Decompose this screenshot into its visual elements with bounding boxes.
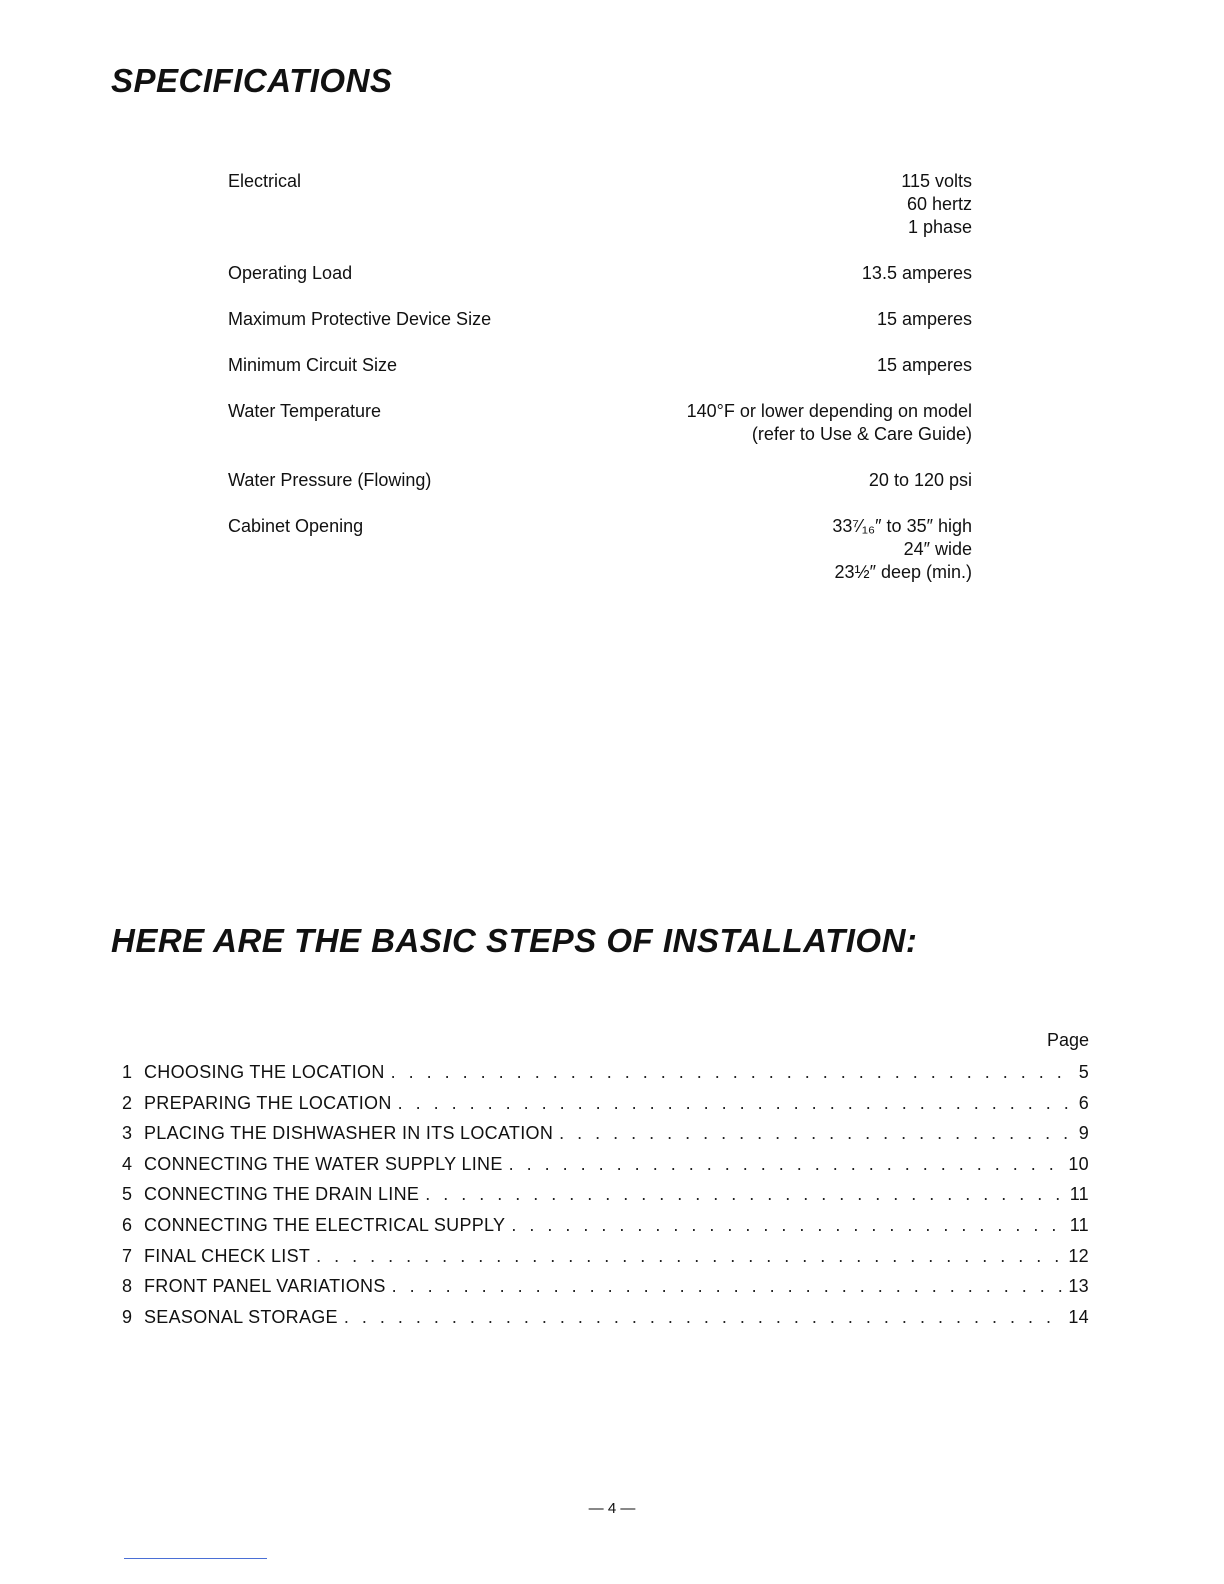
spec-value: 20 to 120 psi	[868, 470, 972, 490]
toc-row	[122, 1123, 1089, 1154]
toc-step-title: PLACING THE DISHWASHER IN ITS LOCATION	[144, 1123, 554, 1144]
toc-step-title: FINAL CHECK LIST	[144, 1245, 311, 1266]
toc-row	[122, 1276, 1089, 1307]
toc-step-title: CONNECTING THE ELECTRICAL SUPPLY	[144, 1214, 506, 1235]
toc-page-number: 11	[1069, 1214, 1089, 1235]
toc-row	[122, 1307, 1089, 1338]
toc-step-title: SEASONAL STORAGE	[144, 1306, 338, 1327]
spec-row-max-protective-device	[228, 308, 972, 331]
toc-row	[122, 1246, 1089, 1277]
spec-value: 140°F or lower depending on model	[686, 401, 972, 421]
toc-dot-leader	[559, 1123, 1073, 1144]
toc-page-number: 12	[1068, 1245, 1089, 1266]
spec-row-water-pressure	[228, 469, 972, 492]
spec-value: 15 amperes	[876, 355, 972, 375]
spec-value: 115 volts	[901, 171, 972, 191]
toc-step-title: CHOOSING THE LOCATION	[144, 1062, 385, 1082]
spec-label: Cabinet Opening	[228, 516, 364, 536]
spec-value: 33⁷⁄₁₆″ to 35″ high	[832, 516, 972, 536]
toc-dot-leader	[344, 1307, 1063, 1328]
toc-step-number: 1	[122, 1062, 133, 1082]
toc-row	[122, 1184, 1089, 1215]
toc-page-column-label: Page	[1046, 1030, 1089, 1050]
spec-value: 60 hertz	[906, 194, 972, 214]
toc-dot-leader	[391, 1062, 1073, 1083]
spec-value: 1 phase	[907, 217, 972, 237]
specifications-table	[228, 170, 972, 607]
spec-value: 13.5 amperes	[861, 263, 972, 283]
toc-dot-leader	[392, 1276, 1063, 1297]
toc-step-number: 7	[122, 1245, 133, 1266]
toc-page-number: 14	[1068, 1306, 1089, 1327]
spec-values	[862, 262, 972, 285]
toc-page-number: 11	[1069, 1184, 1089, 1205]
spec-label: Water Pressure (Flowing)	[228, 470, 432, 490]
spec-value: (refer to Use & Care Guide)	[751, 424, 972, 444]
spec-values	[832, 515, 972, 584]
toc-page-number: 13	[1068, 1276, 1089, 1297]
spec-values	[877, 308, 972, 331]
toc-dot-leader	[425, 1184, 1064, 1205]
toc-step-title: PREPARING THE LOCATION	[144, 1092, 392, 1113]
toc-page-number: 9	[1078, 1123, 1089, 1144]
toc-page-number: 5	[1078, 1062, 1089, 1082]
decorative-rule	[124, 1558, 267, 1559]
toc-step-number: 8	[122, 1276, 133, 1297]
toc-row	[122, 1062, 1089, 1093]
spec-values	[901, 170, 972, 239]
spec-row-electrical	[228, 170, 972, 239]
spec-row-water-temperature	[228, 400, 972, 446]
spec-value: 24″ wide	[903, 539, 972, 559]
page-number-footer: — 4 —	[588, 1500, 636, 1517]
installation-steps-toc	[122, 1028, 1089, 1337]
spec-label: Minimum Circuit Size	[228, 355, 398, 375]
toc-row	[122, 1215, 1089, 1246]
toc-row	[122, 1154, 1089, 1185]
toc-step-number: 9	[122, 1306, 133, 1327]
spec-label: Water Temperature	[228, 401, 382, 421]
spec-values	[877, 354, 972, 377]
toc-step-title: CONNECTING THE DRAIN LINE	[144, 1184, 420, 1205]
installation-steps-heading: HERE ARE THE BASIC STEPS OF INSTALLATION:	[111, 922, 918, 959]
spec-value: 23½″ deep (min.)	[834, 562, 972, 582]
toc-step-number: 3	[122, 1123, 133, 1144]
spec-row-cabinet-opening	[228, 515, 972, 584]
toc-dot-leader	[509, 1154, 1063, 1175]
spec-row-operating-load	[228, 262, 972, 285]
toc-step-title: CONNECTING THE WATER SUPPLY LINE	[144, 1153, 503, 1174]
spec-values	[687, 400, 972, 446]
toc-page-number: 10	[1068, 1153, 1089, 1174]
toc-dot-leader	[316, 1246, 1062, 1267]
toc-step-number: 6	[122, 1214, 133, 1235]
toc-dot-leader	[511, 1215, 1063, 1236]
toc-dot-leader	[398, 1093, 1073, 1114]
toc-step-number: 4	[122, 1153, 133, 1174]
spec-label: Electrical	[228, 171, 302, 191]
toc-step-number: 5	[122, 1184, 133, 1205]
toc-page-number: 6	[1078, 1092, 1089, 1113]
spec-label: Maximum Protective Device Size	[228, 309, 492, 329]
toc-step-number: 2	[122, 1092, 133, 1113]
toc-step-title: FRONT PANEL VARIATIONS	[144, 1276, 386, 1297]
spec-values	[869, 469, 972, 492]
spec-row-min-circuit-size	[228, 354, 972, 377]
toc-row	[122, 1093, 1089, 1124]
specifications-heading: SPECIFICATIONS	[111, 62, 393, 99]
spec-value: 15 amperes	[876, 309, 972, 329]
spec-label: Operating Load	[228, 263, 353, 283]
